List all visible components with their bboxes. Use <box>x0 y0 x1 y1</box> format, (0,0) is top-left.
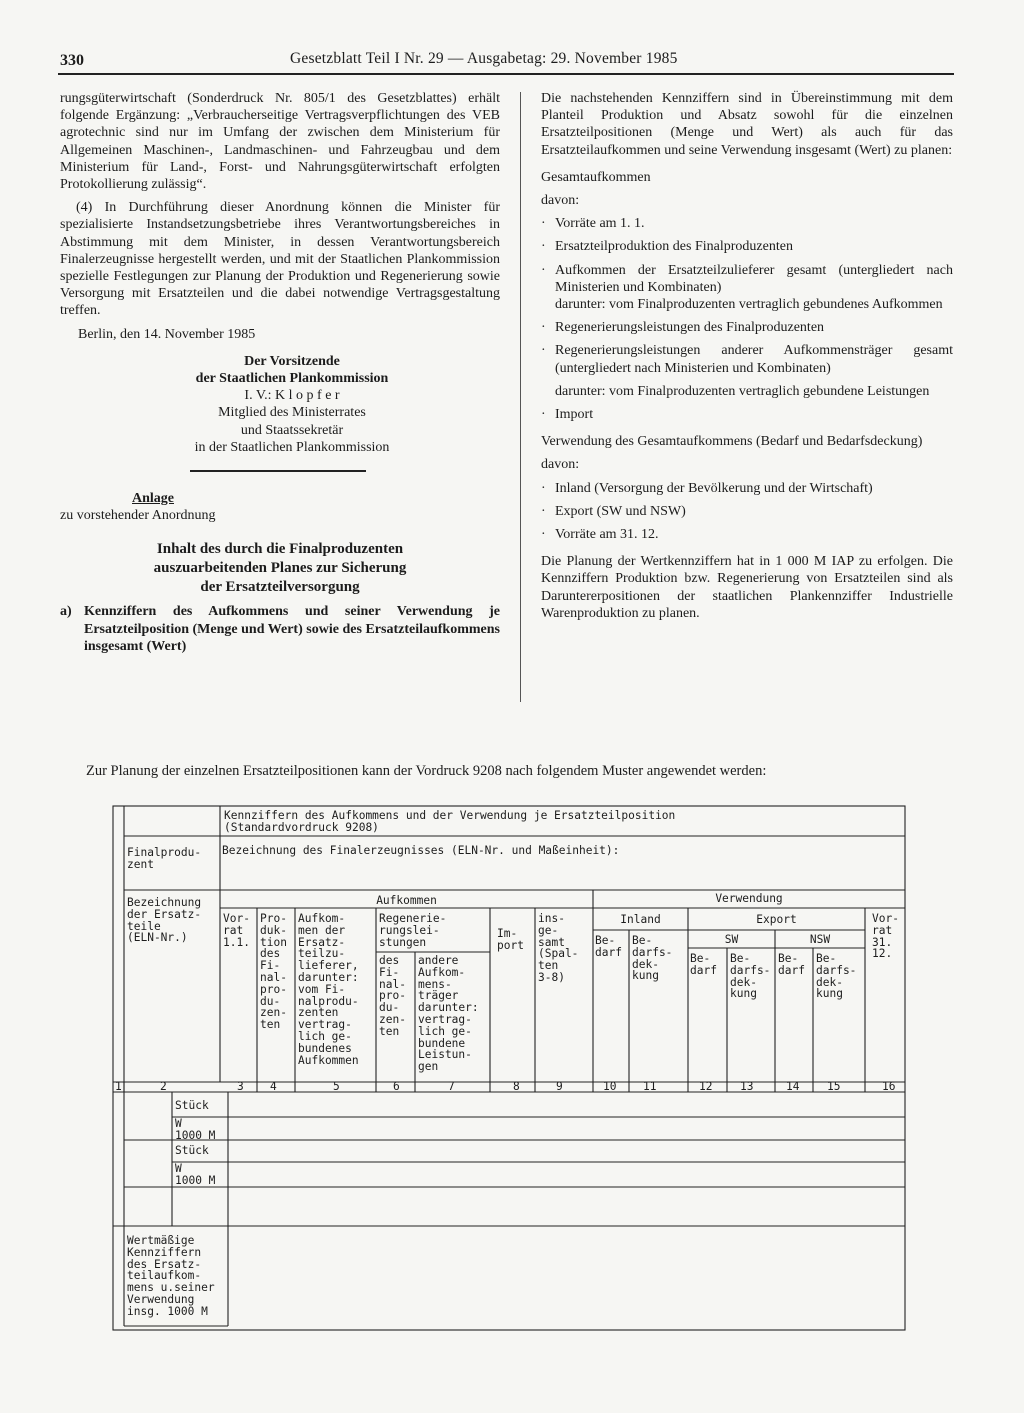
export-header: Export <box>756 913 797 926</box>
list-item: · Vorräte am 31. 12. <box>541 527 659 543</box>
regenerierung-header: Regenerie- rungslei- stungen <box>379 912 447 949</box>
davon-label-2: davon: <box>541 457 580 473</box>
col-8-header: Im- port <box>497 927 524 952</box>
list-item: · Import <box>541 407 594 423</box>
form-title: Kennziffern des Aufkommens und der Verwendung je Ersatzteilposition (Standardvordruck 9208) <box>224 809 676 834</box>
col-number: 13 <box>740 1080 754 1093</box>
col-number: 1 <box>115 1080 122 1093</box>
col-number: 2 <box>160 1080 167 1093</box>
signature-role-2: und Staatssekretär <box>240 422 344 438</box>
section-a-label: a) <box>60 604 72 620</box>
gazette-header: Gesetzblatt Teil I Nr. 29 — Ausgabetag: 29. November 1985 <box>290 50 678 67</box>
signature-title: Der Vorsitzende <box>244 353 340 369</box>
list-subitem: darunter: vom Finalproduzenten vertraglich gebundene Leistungen <box>555 383 930 399</box>
verwendung-label: Verwendung des Gesamtaufkommens (Bedarf und Bedarfsdeckung) <box>541 434 923 450</box>
signature-role-3: in der Staatlichen Plankommission <box>194 439 390 455</box>
col-11-header: Be- darfs- dek- kung <box>632 934 673 983</box>
nsw-header: NSW <box>809 933 831 946</box>
col-5-header: Aufkom- men der Ersatz- teilzu- lieferer, darunter: vom Fi- nalprodu- zenten vertrag- lich ge- bundenes Aufkommen <box>298 912 359 1067</box>
col-6-header: des Fi- nal- pro- du- zen- ten <box>379 954 406 1038</box>
list-item: · Regenerierungsleistungen des Finalproduzenten <box>541 320 825 336</box>
list-subitem: darunter: vom Finalproduzenten vertraglich gebundenes Aufkommen <box>555 297 943 313</box>
anlage-label: Anlage <box>132 491 174 507</box>
col-number: 6 <box>393 1080 400 1093</box>
wertmaessige-kennziffern-label: Wertmäßige Kennziffern des Ersatz- teilaufkom- mens u.seiner Verwendung insg. 1000 M <box>127 1234 215 1318</box>
ersatzteil-bezeichnung-label: Bezeichnung der Ersatz- teile (ELN-Nr.) <box>127 896 202 945</box>
unit-wert: W 1000 M <box>175 1117 216 1142</box>
inland-header: Inland <box>620 913 661 926</box>
heading-line-2: auszuarbeitenden Planes zur Sicherung <box>153 560 407 577</box>
finalerzeugnis-field: Bezeichnung des Finalerzeugnisses (ELN-Nr. und Maßeinheit): <box>222 844 620 857</box>
col-number: 9 <box>556 1080 563 1093</box>
col-15-header: Be- darfs- dek- kung <box>816 952 857 1001</box>
col-number: 12 <box>699 1080 713 1093</box>
col-10-header: Be- darf <box>595 934 622 959</box>
list-item: · Ersatzteilproduktion des Finalproduzenten <box>541 239 793 255</box>
list-item: · Aufkommen der Ersatzteilzulieferer gesamt (untergliedert nach Ministerien und Kombinaten) <box>541 262 953 295</box>
form-caption: Zur Planung der einzelnen Ersatzteilpositionen kann der Vordruck 9208 nach folgendem Muster angewendet werden: <box>86 763 767 779</box>
paragraph-continuation: rungsgüterwirtschaft (Sonderdruck Nr. 805/1 des Gesetzblattes) erhält folgende Ergänzung: „Verbraucherseitige Vertragsverpflichtungen des VEB agrotechnic sind nur im Umfang der zwischen dem Ministerium für Allgemeinen Maschinen-, Landmaschinen- und Fahrzeugbau und dem Ministerium für Land-, Forst- und Nahrungsgüterwirtschaft erfolgten Protokollierung zulässig“. <box>60 91 500 193</box>
signature-org: der Staatlichen Plankommission <box>195 371 389 387</box>
right-intro: Die nachstehenden Kennziffern sind in Übereinstimmung mit dem Planteil Produktion und Absatz sowohl für die einzelnen Ersatzteilpositionen (Menge und Wert) als auch für das Ersatzteilaufkommen und seine Verwendung insgesamt (Wert) zu planen: <box>541 91 953 158</box>
heading-line-1: Inhalt des durch die Finalproduzenten <box>156 541 404 558</box>
heading-line-3: der Ersatzteilversorgung <box>200 579 360 596</box>
date-line: Berlin, den 14. November 1985 <box>78 326 256 342</box>
col-4-header: Pro- duk- tion des Fi- nal- pro- du- zen- ten <box>260 912 287 1032</box>
col-number: 14 <box>786 1080 800 1093</box>
signature-role-1: Mitglied des Ministerrates <box>218 405 366 421</box>
col-9-header: ins- ge- samt (Spal- ten 3-8) <box>538 912 579 984</box>
col-number: 15 <box>827 1080 841 1093</box>
list-item: · Export (SW und NSW) <box>541 503 686 519</box>
col-16-header: Vor- rat 31. 12. <box>872 912 899 961</box>
davon-label-1: davon: <box>541 193 580 209</box>
col-number: 4 <box>270 1080 277 1093</box>
sw-header: SW <box>724 933 739 946</box>
aufkommen-header: Aufkommen <box>376 894 437 907</box>
col-14-header: Be- darf <box>778 952 805 977</box>
paragraph-4: (4) In Durchführung dieser Anordnung können die Minister für spezialisierte Instandsetzungsbetriebe ihres Verantwortungsbereiches in Abstimmung mit dem Minister, in dessen Verantwortungsbereich Finalerzeugnisse hergestellt werden, und mit der Staatlichen Plankommission spezielle Festlegungen zur Planung der Produktion und Regenerierung sowie Versorgung mit Ersatzteilen und die dabei notwendige Vertragsgestaltung treffen. <box>60 200 500 319</box>
col-number: 5 <box>333 1080 340 1093</box>
col-7-header: andere Aufkom- mens- träger darunter: vertrag- lich ge- bundene Leistun- gen <box>418 954 479 1074</box>
gesamtaufkommen-label: Gesamtaufkommen <box>541 169 651 185</box>
page-number: 330 <box>60 52 84 69</box>
col-number: 8 <box>513 1080 520 1093</box>
verwendung-header: Verwendung <box>715 892 783 905</box>
col-number: 3 <box>237 1080 244 1093</box>
final-paragraph: Die Planung der Wertkennziffern hat in 1 000 M IAP zu erfolgen. Die Kennziffern Produktion bzw. Regenerierung von Ersatzteilen sind als Daruntererpositionen der staatlichen Plankennziffer Industrielle Warenproduktion zu planen. <box>541 554 953 621</box>
list-item: · Inland (Versorgung der Bevölkerung und der Wirtschaft) <box>541 480 873 496</box>
signature-name: I. V.: K l o p f e r <box>244 388 340 404</box>
unit-wert: W 1000 M <box>175 1162 216 1187</box>
col-number: 10 <box>603 1080 617 1093</box>
list-item: · Regenerierungsleistungen anderer Aufkommensträger gesamt (untergliedert nach Ministerien und Kombinaten) <box>541 343 953 376</box>
col-number: 7 <box>448 1080 455 1093</box>
col-number: 16 <box>882 1080 896 1093</box>
col-number: 11 <box>643 1080 657 1093</box>
col-13-header: Be- darfs- dek- kung <box>730 952 771 1001</box>
list-item: · Vorräte am 1. 1. <box>541 216 645 232</box>
finalproduzent-label: Finalprodu- zent <box>127 846 202 871</box>
col-3-header: Vor- rat 1.1. <box>223 912 250 949</box>
unit-stueck: Stück <box>175 1099 209 1112</box>
col-12-header: Be- darf <box>690 952 717 977</box>
section-a-text: Kennziffern des Aufkommens und seiner Verwendung je Ersatzteilposition (Menge und Wert) sowie des Ersatzteilaufkommens insgesamt (Wert) <box>84 604 500 654</box>
unit-stueck: Stück <box>175 1144 209 1157</box>
anlage-subtitle: zu vorstehender Anordnung <box>60 508 216 524</box>
